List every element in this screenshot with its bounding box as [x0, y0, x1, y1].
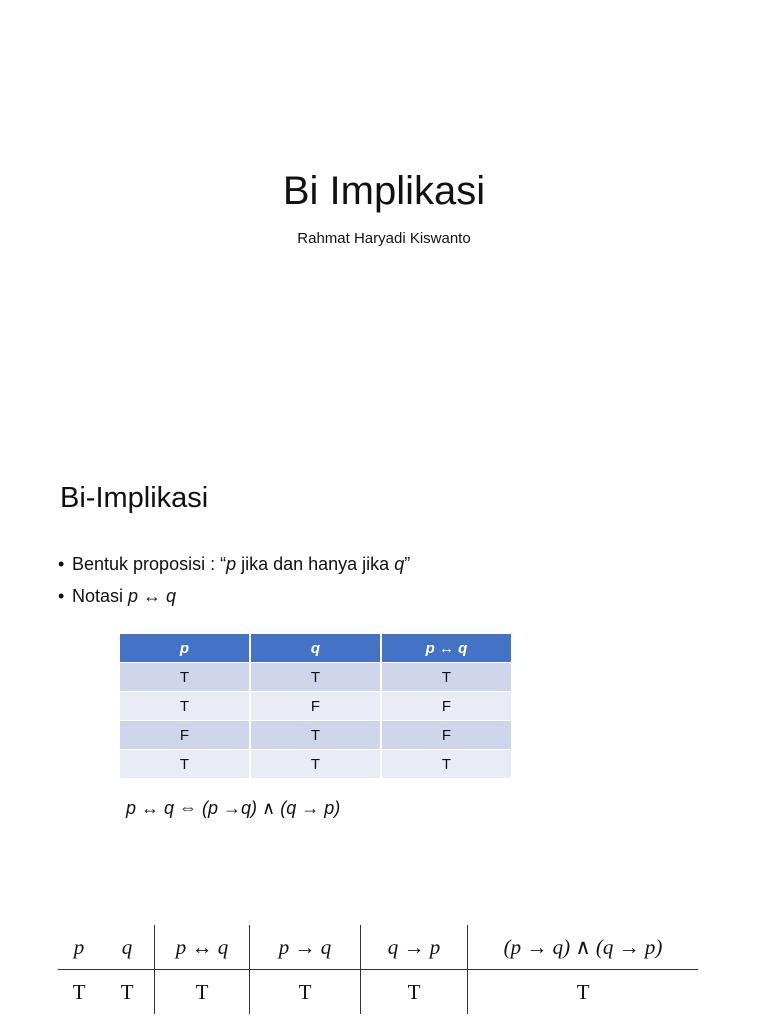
- table-cell: T: [120, 663, 250, 692]
- table-cell: F: [381, 692, 511, 721]
- slide-title: Bi Implikasi: [282, 169, 486, 213]
- table-cell: F: [381, 721, 511, 750]
- bullet-item-bentuk: [58, 548, 410, 580]
- var-p: p: [226, 554, 237, 574]
- table-row: [58, 970, 698, 1015]
- table-header-row: [120, 634, 511, 663]
- table-header-cell: q: [250, 634, 381, 663]
- table-header-cell: p → q: [250, 925, 361, 970]
- bullet-text: ”: [404, 554, 411, 574]
- table-cell: T: [155, 970, 250, 1015]
- table-cell: T: [250, 970, 361, 1015]
- bullet-text: Notasi: [72, 586, 129, 606]
- table-header-cell: p: [120, 634, 250, 663]
- table-cell: F: [120, 721, 250, 750]
- bullet-item-notasi: [58, 580, 410, 612]
- truth-table: [120, 634, 511, 779]
- table-header-cell: q: [100, 925, 155, 970]
- table-cell: T: [381, 750, 511, 779]
- table-cell: T: [120, 692, 250, 721]
- table-cell: T: [361, 970, 468, 1015]
- table-cell: T: [250, 721, 381, 750]
- table-header-cell: q → p: [361, 925, 468, 970]
- expanded-truth-table: [58, 925, 698, 1014]
- table-row: [120, 692, 511, 721]
- table-row: [120, 721, 511, 750]
- slide-heading: Bi-Implikasi: [60, 482, 209, 514]
- table-cell: T: [250, 663, 381, 692]
- table-header-row: [58, 925, 698, 970]
- bullet-list: [58, 548, 410, 612]
- var-q: q: [394, 554, 405, 574]
- bullet-icon: •: [58, 586, 65, 606]
- content-slide: [0, 430, 768, 1024]
- notation-expr: p ↔ q: [128, 586, 177, 606]
- table-header-cell: p ↔ q: [155, 925, 250, 970]
- table-cell: T: [468, 970, 699, 1015]
- table-cell: T: [120, 979, 134, 1004]
- table-header-cell: (p → q) ∧ (q → p): [468, 925, 699, 970]
- table-cell: T: [381, 663, 511, 692]
- table-header-cell: p ↔ q: [381, 634, 511, 663]
- table-header-cell: p: [58, 925, 100, 970]
- equivalence-formula: p ↔ q ⇔ (p →q) ∧ (q → p): [126, 798, 341, 818]
- table-row: [120, 663, 511, 692]
- table-cell: T: [250, 750, 381, 779]
- bullet-text: jika dan hanya jika: [236, 554, 395, 574]
- table-cell: T: [120, 750, 250, 779]
- table-cell: T: [72, 979, 86, 1004]
- title-slide: [0, 0, 768, 430]
- bullet-icon: •: [58, 554, 65, 574]
- table-cell: F: [250, 692, 381, 721]
- slide-author: Rahmat Haryadi Kiswanto: [297, 230, 471, 247]
- table-row: [120, 750, 511, 779]
- bullet-text: Bentuk proposisi : “: [72, 554, 227, 574]
